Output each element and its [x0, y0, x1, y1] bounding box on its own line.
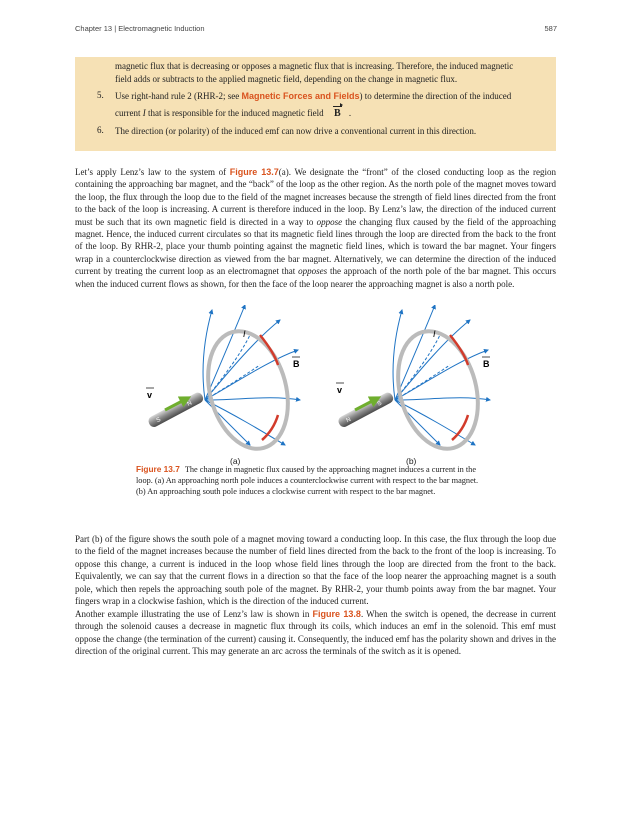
link-magnetic-forces-and-fields[interactable]: Magnetic Forces and Fields: [241, 91, 360, 101]
current-label-a: I: [243, 329, 246, 339]
step-5-end: .: [348, 107, 352, 118]
magnet-a-back-pole: S: [155, 416, 163, 425]
figure-caption: [136, 464, 481, 498]
magnet-b-back-pole: N: [345, 416, 353, 425]
paragraph-lenz-north-pole: [75, 166, 556, 290]
velocity-label-a: v: [147, 390, 153, 400]
paragraph-south-pole: Part (b) of the figure shows the south pole of a magnet moving toward a conducting loop. In this case, the flux through the loop due to the field of the magnet increases because the number of field lines directed from the back to the front of the loop is increasing. To oppose this change, a current is induced in the loop whose field lines through the loop are directed from the front to the back. Equivalently, we can say that the current flows in a direction so that the face of the loop nearer the approaching magnet is a south pole, which then repels the approaching south pole of the magnet. By RHR-2, your thumb points away from the bar magnet. Your fingers wrap in a clockwise fashion, which is the direction of the induced current.: [75, 534, 556, 607]
paragraph-solenoid-example: [75, 608, 556, 658]
step-5-post: ) to determine the direction of the induced: [359, 91, 512, 101]
panel-b-label: (b): [406, 456, 417, 466]
step-5-number: 5.: [97, 90, 104, 100]
conducting-loop-a: [196, 322, 300, 455]
step-6-number: 6.: [97, 125, 104, 135]
para1-part2: (a). We designate the “front” of the closed conducting loop as the region containing the approaching bar magnet, and the “back” of the loop as the other region. As the north pole of the magnet moves toward the loop, the flux through the loop due to the field of the magnet increases because the strength of field lines directed from the front to the back of the loop is increasing. A current is therefore induced in the loop. By Lenz’s law, the direction of the induced current must be such that its own magnetic field is directed in a way to: [75, 167, 556, 227]
panel-a-diagram: [146, 305, 300, 455]
step-5-line2-post: that is responsible for the induced magnetic field: [145, 107, 324, 118]
figure-13-7-illustration: [130, 305, 510, 455]
field-label-a: B: [293, 359, 300, 369]
link-figure-13-7[interactable]: Figure 13.7: [229, 167, 279, 177]
para1-part1: Let’s apply Lenz’s law to the system of: [75, 167, 230, 177]
magnet-a-front-pole: N: [186, 400, 194, 408]
panel-b-diagram: [336, 305, 490, 455]
para3-part2: . When the switch is opened, the decrease in current through the solenoid causes a decrease in magnetic flux through its coils, which induces an emf in the solenoid. This emf must oppose the change (the termination of the current) causing it. Consequently, the induced emf has the polarity shown and drives in the direction of the original current. This may generate an arc across the terminals of the switch as it is opened.: [75, 609, 557, 657]
step-6-text: The direction (or polarity) of the induced emf can now drive a conventional current in this direction.: [115, 126, 477, 136]
bar-magnet-b: [337, 391, 395, 429]
caption-text: The change in magnetic flux caused by the approaching magnet induces a current in the loop. (a) An approaching north pole induces a counterclockwise current with respect to the bar magnet. (b) An approaching south pole induces a clockwise current with respect to the bar magnet.: [136, 465, 479, 497]
link-figure-13-8[interactable]: Figure 13.8: [312, 609, 361, 619]
conducting-loop-b: [386, 322, 490, 455]
vector-b-symbol: B: [333, 107, 341, 119]
magnet-b-front-pole: S: [376, 400, 383, 408]
velocity-label-b: v: [337, 385, 343, 395]
current-symbol: I: [142, 107, 146, 118]
box-intro-line2: field adds or subtracts to the applied magnetic field, depending on the change in magnetic flux.: [115, 73, 458, 84]
box-intro-line1: magnetic flux that is decreasing or opposes a magnetic flux that is increasing. Therefore, the induced magnetic: [115, 61, 514, 71]
panel-a-label: (a): [230, 456, 241, 466]
para1-part4: the approach of the north pole of the bar magnet. This occurs when the induced current flows as shown, for then the face of the loop nearer the approaching magnet is also a north pole.: [75, 266, 556, 289]
para3-part1: Another example illustrating the use of Lenz’s law is shown in: [75, 609, 313, 619]
step-5-line2-pre: current: [115, 107, 143, 118]
step-5-text: [115, 90, 555, 120]
para1-emphasis-opposes: opposes: [298, 266, 328, 277]
field-label-b: B: [483, 359, 490, 369]
page-number: 587: [544, 24, 557, 33]
para1-part3: the changing flux caused by the field of the approaching magnet. Hence, the induced current circulates so that its magnetic field lines through the loop are directed from the back to the front of the loop. By RHR-2, place your thumb pointing against the magnetic field lines, which is toward the bar magnet. Your fingers wrap in a counterclockwise direction as viewed from the bar magnet. Alternatively, we can determine the direction of the induced current by treating the current loop as an electromagnet that: [75, 216, 556, 277]
box-intro: [115, 60, 555, 85]
caption-label: Figure 13.7: [136, 464, 180, 474]
step-5-pre: Use right-hand rule 2 (RHR-2; see: [115, 91, 242, 101]
bar-magnet-a: [147, 391, 205, 429]
current-label-b: I: [433, 329, 436, 339]
running-header-chapter: Chapter 13 | Electromagnetic Induction: [75, 24, 205, 33]
steps-box: [75, 57, 556, 151]
para1-emphasis-oppose: oppose: [316, 216, 343, 227]
